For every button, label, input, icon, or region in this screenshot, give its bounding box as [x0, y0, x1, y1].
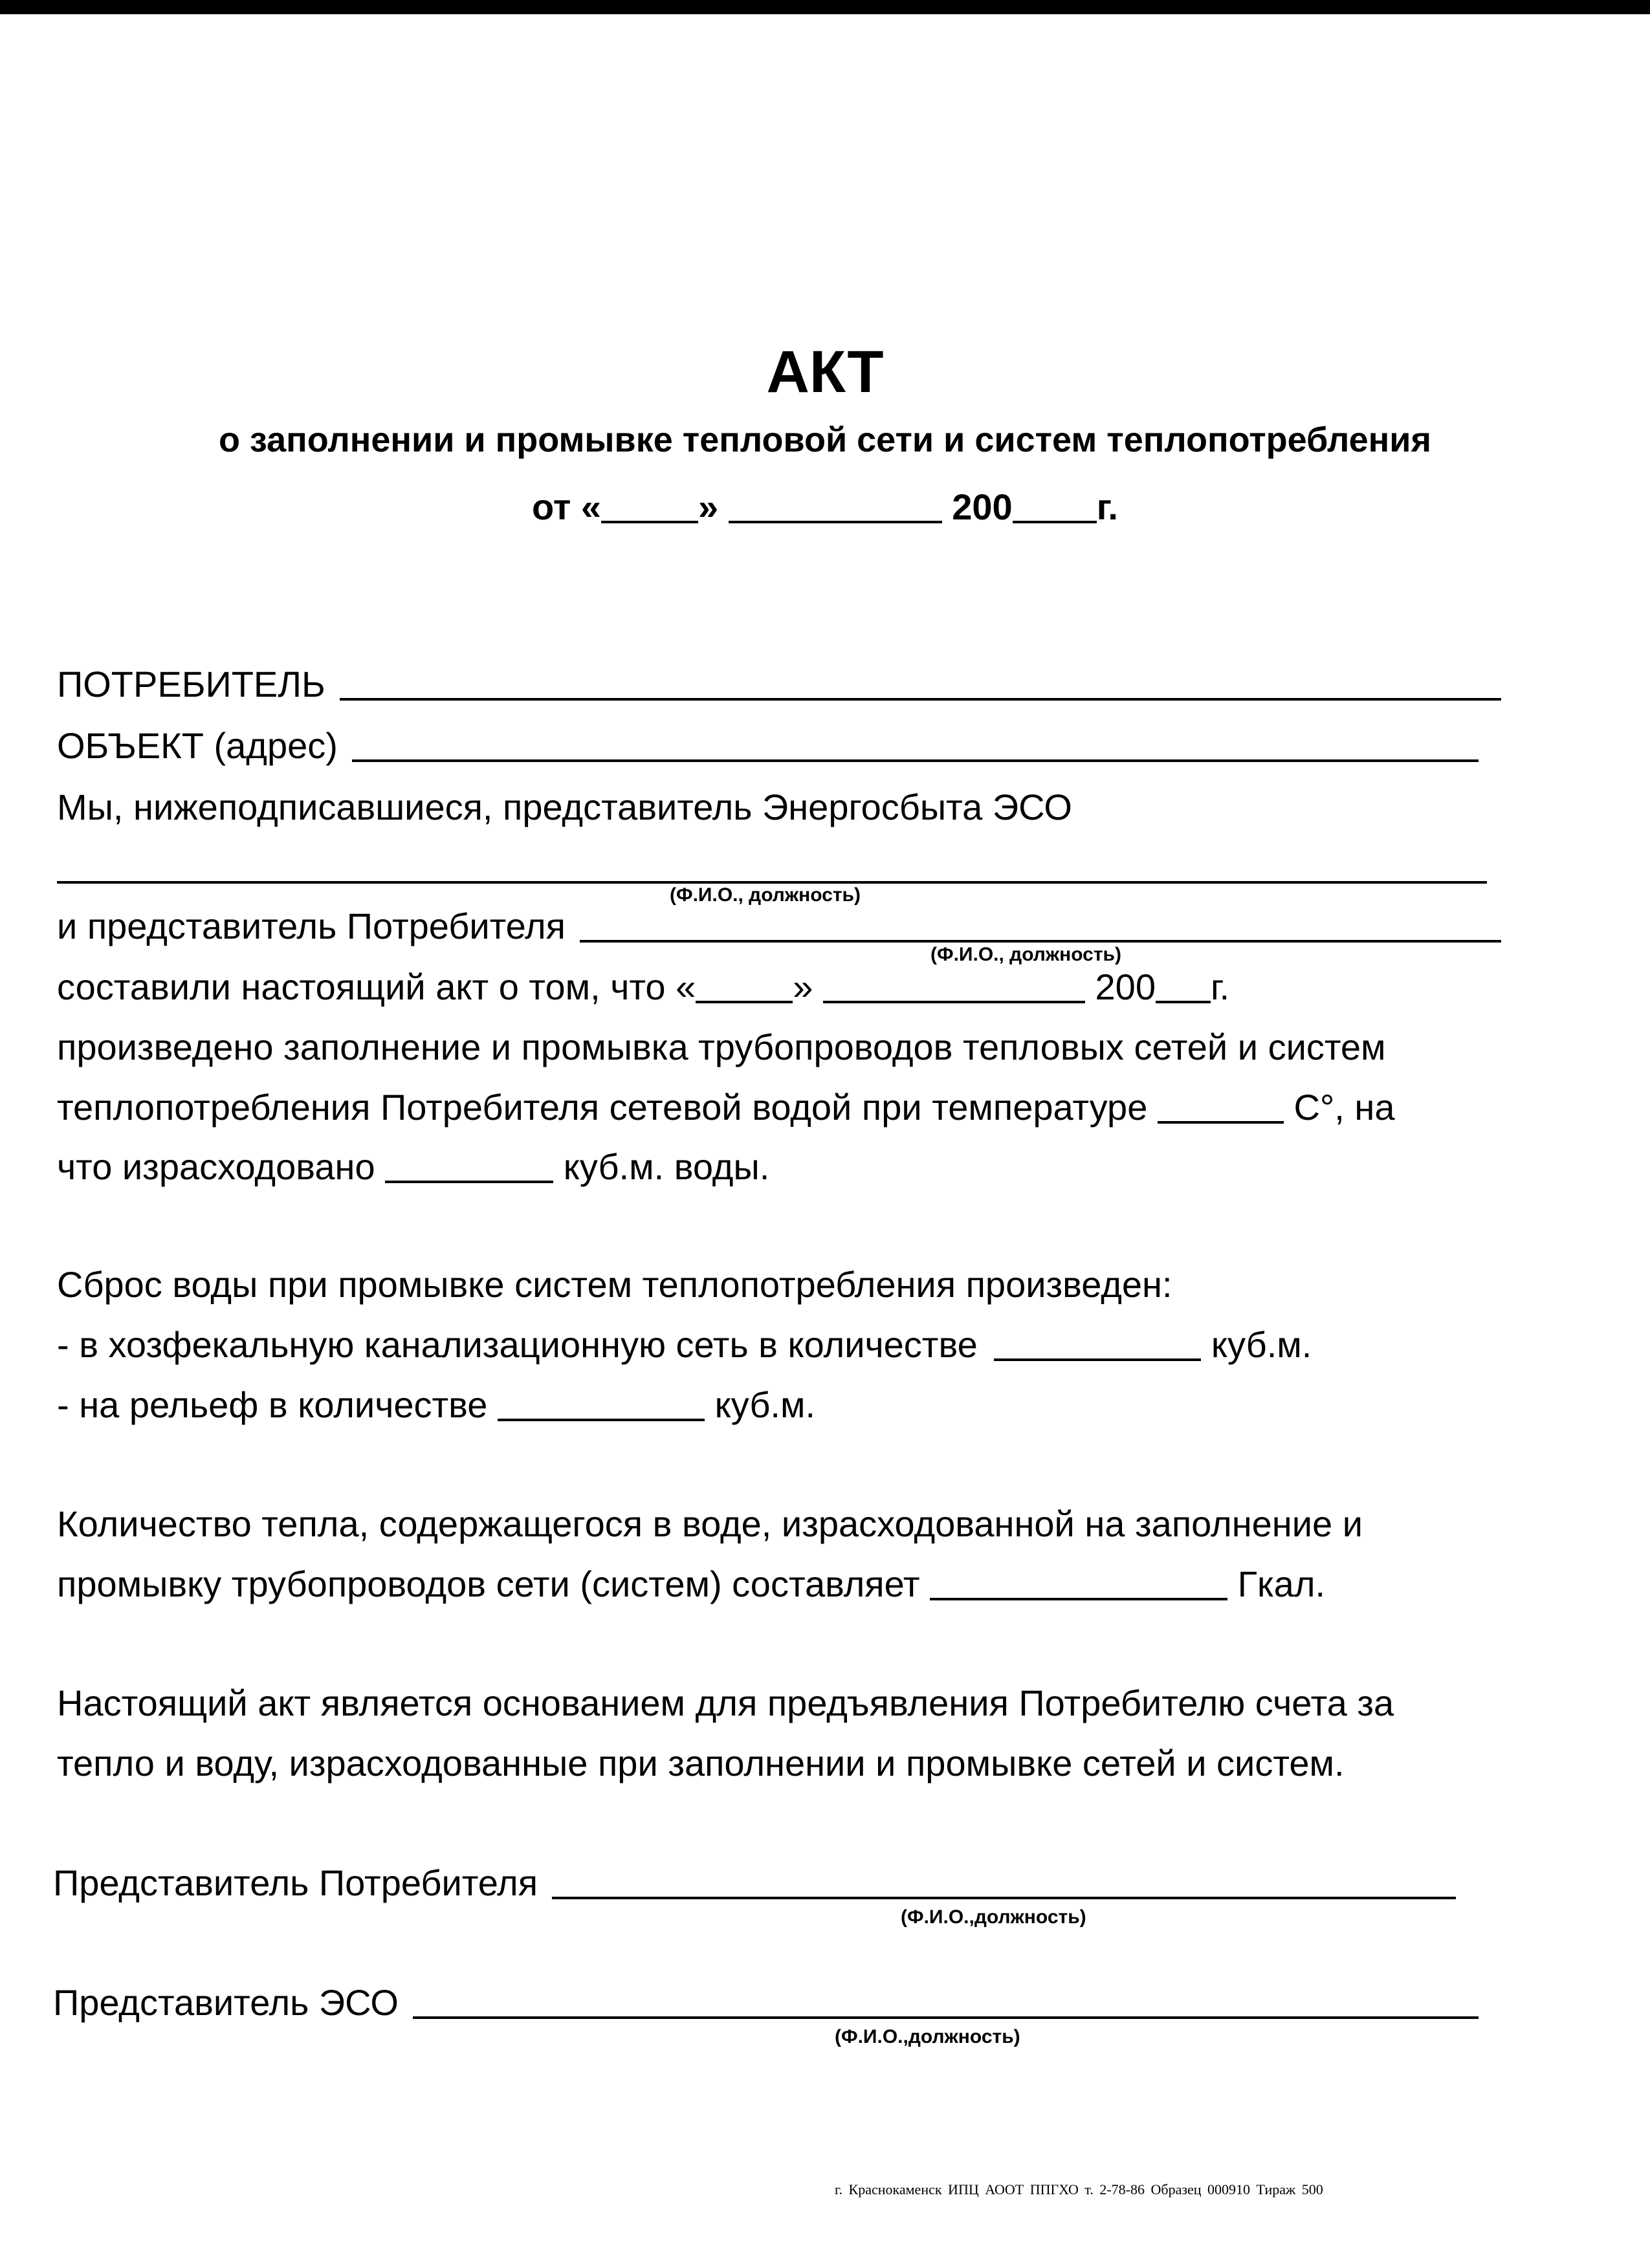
- date-suffix: г.: [1096, 486, 1118, 527]
- discharge-header: Сброс воды при промывке систем теплопотребления произведен:: [57, 1264, 1172, 1305]
- year-blank[interactable]: [1013, 521, 1097, 523]
- consumer-signature-row: [53, 1860, 1456, 1906]
- consumer-row: [57, 661, 1501, 708]
- compiled-year: 200: [1095, 966, 1156, 1007]
- temp-unit: С°, на: [1293, 1087, 1395, 1128]
- consumer-signature-blank[interactable]: [552, 1897, 1456, 1899]
- compiled-suffix: г.: [1210, 966, 1230, 1007]
- date-mid: »: [698, 486, 719, 527]
- compiled-month-blank[interactable]: [823, 1001, 1085, 1003]
- intro-text: Мы, нижеподписавшиеся, представитель Энергосбыта ЭСО: [57, 787, 1072, 827]
- print-footer: г. Краснокаменск ИПЦ АООТ ППГХО т. 2-78-86 Образец 000910 Тираж 500: [835, 2181, 1323, 2197]
- object-row: [57, 723, 1479, 769]
- eso-signature-row: [53, 1979, 1479, 2026]
- consumer-blank[interactable]: [340, 698, 1501, 701]
- sewer-unit: куб.м.: [1211, 1324, 1312, 1365]
- relief-volume-blank[interactable]: [498, 1419, 705, 1421]
- date-prefix: от «: [532, 486, 601, 527]
- water-prefix: что израсходовано: [57, 1146, 375, 1187]
- consumer-label: ПОТРЕБИТЕЛЬ: [57, 664, 325, 704]
- compiled-prefix: составили настоящий акт о том, что «: [57, 966, 696, 1007]
- eso-signature-hint: (Ф.И.О.,должность): [835, 2026, 1020, 2047]
- eso-signature-blank[interactable]: [413, 2016, 1479, 2019]
- relief-line: [57, 1382, 815, 1428]
- document-date-line: [0, 484, 1650, 530]
- compiled-year-blank[interactable]: [1156, 1001, 1211, 1003]
- temp-prefix: теплопотребления Потребителя сетевой водой при температуре: [57, 1087, 1148, 1128]
- sewer-volume-blank[interactable]: [994, 1358, 1201, 1361]
- water-unit: куб.м. воды.: [563, 1146, 770, 1187]
- compiled-line: [57, 964, 1229, 1010]
- consumer-rep-row: [57, 903, 1501, 950]
- heat-unit: Гкал.: [1237, 1564, 1326, 1604]
- water-line: [57, 1144, 769, 1190]
- consumer-rep-blank[interactable]: [580, 940, 1501, 943]
- basis-line-2: тепло и воду, израсходованные при заполнении и промывке сетей и систем.: [57, 1743, 1345, 1783]
- heat-line-2: [57, 1561, 1325, 1608]
- compiled-day-blank[interactable]: [696, 1001, 793, 1003]
- fio-hint-2: (Ф.И.О., должность): [930, 944, 1121, 965]
- basis-line-1: Настоящий акт является основанием для предъявления Потребителю счета за: [57, 1683, 1394, 1723]
- object-blank[interactable]: [352, 759, 1479, 762]
- consumer-rep-label: и представитель Потребителя: [57, 906, 566, 946]
- fio-hint-1: (Ф.И.О., должность): [670, 884, 861, 906]
- document-title: АКТ: [766, 339, 884, 405]
- relief-unit: куб.м.: [714, 1384, 816, 1425]
- document-subtitle: о заполнении и промывке тепловой сети и систем теплопотребления: [219, 420, 1431, 459]
- scan-top-border: [0, 0, 1650, 14]
- heat-line-1: Количество тепла, содержащегося в воде, израсходованной на заполнение и: [57, 1503, 1363, 1544]
- heat-prefix: промывку трубопроводов сети (систем) составляет: [57, 1564, 920, 1604]
- month-blank[interactable]: [729, 521, 942, 523]
- heat-amount-blank[interactable]: [930, 1598, 1227, 1600]
- relief-prefix: - на рельеф в количестве: [57, 1384, 488, 1425]
- eso-signature-label: Представитель ЭСО: [53, 1982, 399, 2023]
- consumer-signature-hint: (Ф.И.О.,должность): [901, 1906, 1086, 1928]
- sewer-prefix: - в хозфекальную канализационную сеть в количестве: [57, 1324, 978, 1365]
- day-blank[interactable]: [601, 521, 698, 523]
- temperature-line: [57, 1084, 1395, 1131]
- consumer-signature-label: Представитель Потребителя: [53, 1862, 538, 1903]
- date-year: 200: [952, 486, 1013, 527]
- water-volume-blank[interactable]: [385, 1181, 553, 1183]
- object-label: ОБЪЕКТ (адрес): [57, 725, 338, 766]
- filling-line: произведено заполнение и промывка трубопроводов тепловых сетей и систем: [57, 1027, 1386, 1067]
- sewer-line: [57, 1322, 1312, 1368]
- compiled-mid: »: [793, 966, 813, 1007]
- temperature-blank[interactable]: [1158, 1121, 1284, 1124]
